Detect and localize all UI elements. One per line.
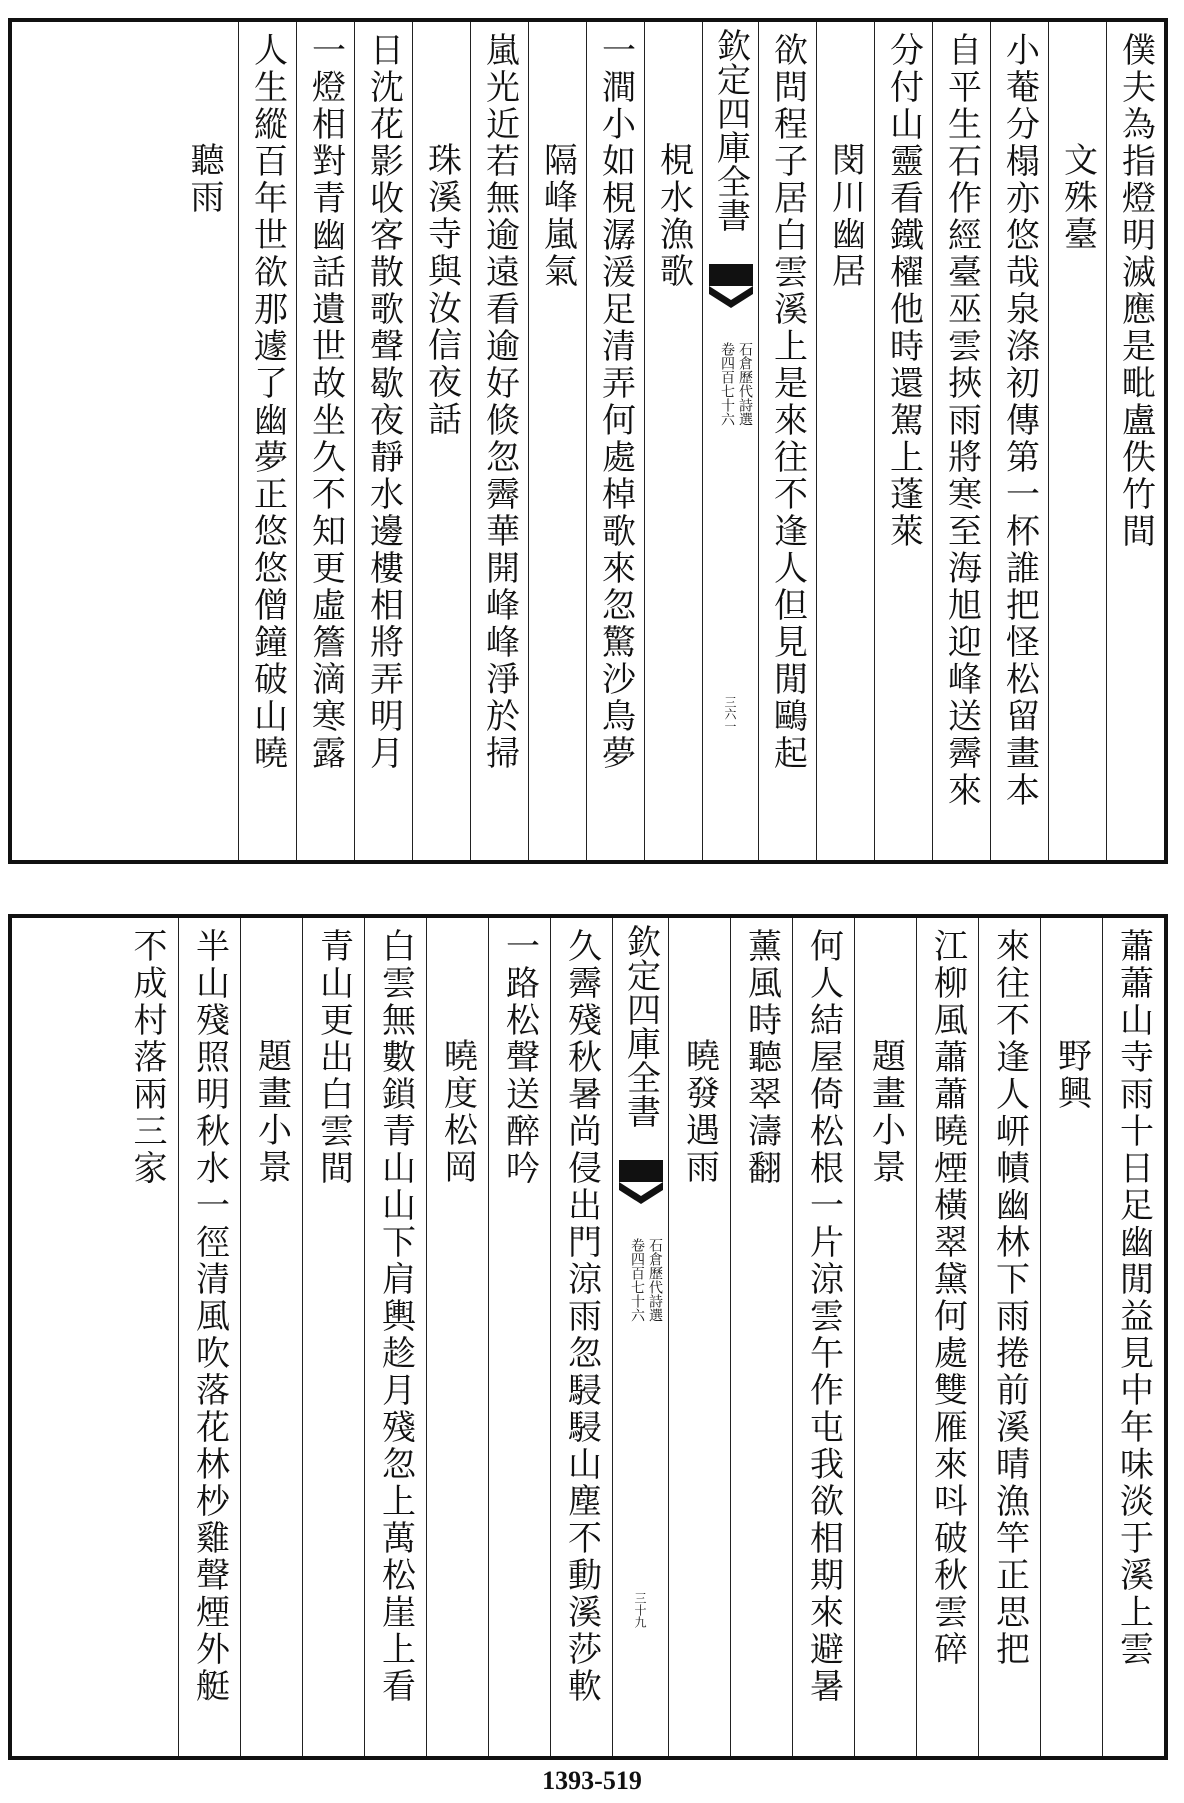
top-page <box>8 18 1168 864</box>
text-column <box>816 22 874 860</box>
text-column <box>1048 22 1106 860</box>
text-column <box>758 22 816 860</box>
column-text: 自平生石作經臺巫雲挾雨將寒至海旭迎峰送霽來 <box>941 32 982 809</box>
fish-tail-icon <box>619 1160 663 1204</box>
text-column <box>470 22 528 860</box>
text-column <box>178 918 240 1756</box>
text-column <box>550 918 612 1756</box>
column-text: 分付山靈看鐵櫂他時還駕上蓬萊 <box>883 32 924 550</box>
poem-title: 曉度松岡 <box>437 1038 478 1186</box>
column-text: 一燈相對青幽話遺世故坐久不知更虛簷滴寒露 <box>305 32 346 772</box>
poem-title: 題畫小景 <box>251 1038 292 1186</box>
text-column <box>916 918 978 1756</box>
text-column <box>932 22 990 860</box>
bottom-page <box>8 914 1168 1760</box>
column-text: 江柳風蕭蕭曉煙橫翠黛何處雙雁來呌破秋雲碎 <box>927 928 968 1668</box>
text-column <box>528 22 586 860</box>
column-text: 小菴分榻亦悠哉泉涤初傳第一杯誰把怪松留畫本 <box>999 32 1040 809</box>
text-column <box>1102 918 1164 1756</box>
text-column <box>302 918 364 1756</box>
library-title: 欽定四庫全書 <box>620 924 661 1128</box>
poem-title: 野興 <box>1051 1038 1092 1112</box>
column-text: 蕭蕭山寺雨十日足幽閒益見中年味淡于溪上雲 <box>1113 928 1154 1668</box>
poem-title: 珠溪寺與汝信夜話 <box>421 142 462 438</box>
text-column <box>1040 918 1102 1756</box>
column-text: 何人結屋倚松根一片涼雲午作屯我欲相期來避暑 <box>803 928 844 1705</box>
column-text: 來往不逢人岍幘幽林下雨捲前溪晴漁竿正思把 <box>989 928 1030 1668</box>
text-column <box>792 918 854 1756</box>
poem-title: 閔川幽居 <box>825 142 866 290</box>
column-text: 久霽殘秋暑尚侵出門涼雨忽駸駸山塵不動溪莎軟 <box>561 928 602 1705</box>
fish-tail-icon <box>709 264 753 308</box>
column-text: 嵐光近若無逾遠看逾好倐忽霽華開峰峰淨於掃 <box>479 32 520 772</box>
text-column <box>990 22 1048 860</box>
text-column <box>668 918 730 1756</box>
page-number: 三十九 <box>633 1592 647 1628</box>
column-text: 一澗小如梘潺湲足清弄何處棹歌來忽驚沙鳥夢 <box>595 32 636 772</box>
text-column <box>170 22 238 860</box>
poem-title: 聽雨 <box>184 142 224 216</box>
text-column <box>1106 22 1164 860</box>
poem-title: 曉發遇雨 <box>679 1038 720 1186</box>
poem-title: 隔峰嵐氣 <box>537 142 578 290</box>
center-fold <box>702 22 758 860</box>
column-text: 不成村落兩三家 <box>127 928 167 1187</box>
text-column <box>978 918 1040 1756</box>
poem-title: 文殊臺 <box>1057 142 1098 253</box>
column-text: 薰風時聽翠濤翻 <box>741 928 782 1187</box>
text-column <box>364 918 426 1756</box>
text-column <box>854 918 916 1756</box>
text-column <box>354 22 412 860</box>
text-column <box>644 22 702 860</box>
book-title: 石倉歷代詩選 <box>647 1238 663 1322</box>
column-text: 日沈花影收客散歌聲歇夜靜水邊樓相將弄明月 <box>363 32 404 772</box>
column-text: 人生縱百年世欲那遽了幽夢正悠悠僧鐘破山曉 <box>247 32 288 772</box>
volume-number: 卷四百七十六 <box>629 1238 645 1322</box>
text-column <box>238 22 296 860</box>
footer-page-number: 1393-519 <box>542 1766 642 1795</box>
column-text: 欲問程子居白雲溪上是來往不逢人但見閒鷗起 <box>767 32 808 772</box>
column-text: 僕夫為指燈明滅應是毗盧佚竹間 <box>1115 32 1156 550</box>
library-title: 欽定四庫全書 <box>710 28 751 232</box>
text-column <box>412 22 470 860</box>
text-column <box>426 918 488 1756</box>
text-column <box>240 918 302 1756</box>
text-column <box>730 918 792 1756</box>
text-column <box>488 918 550 1756</box>
volume-number: 卷四百七十六 <box>719 342 735 426</box>
poem-title: 梘水漁歌 <box>653 142 694 290</box>
text-column <box>874 22 932 860</box>
column-text: 半山殘照明秋水一徑清風吹落花林杪雞聲煙外艇 <box>189 928 230 1705</box>
text-column <box>586 22 644 860</box>
column-text: 白雲無數鎖青山山下肩輿趁月殘忽上萬松崖上看 <box>375 928 416 1705</box>
column-text: 青山更出白雲間 <box>313 928 354 1187</box>
column-text: 一路松聲送醉吟 <box>499 928 540 1187</box>
book-title: 石倉歷代詩選 <box>737 342 753 426</box>
poem-title: 題畫小景 <box>865 1038 906 1186</box>
page-number: 三六一 <box>723 696 737 732</box>
text-column <box>296 22 354 860</box>
text-column <box>116 918 178 1756</box>
center-fold <box>612 918 668 1756</box>
